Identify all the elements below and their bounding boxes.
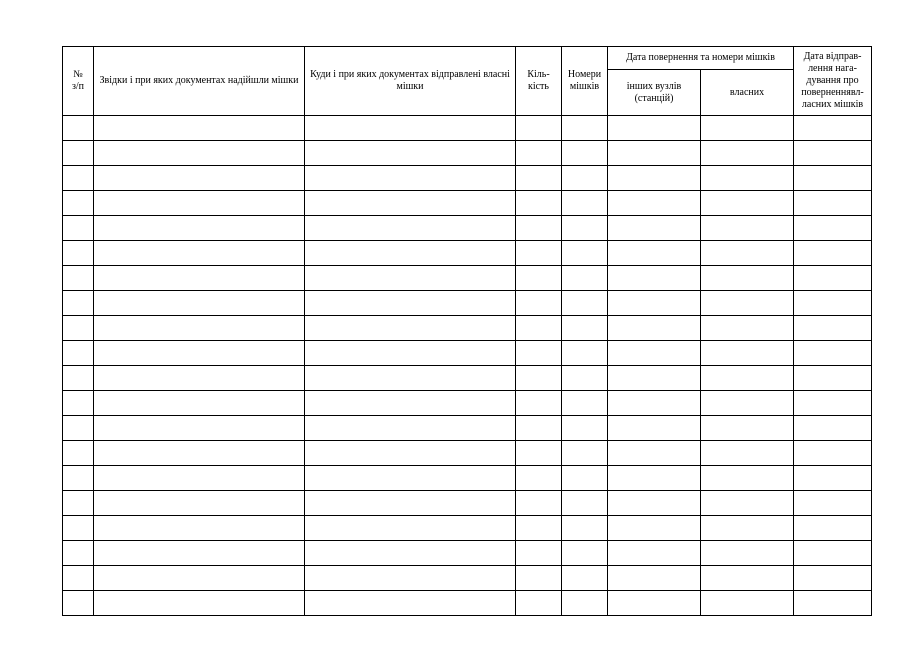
table-cell [94,341,305,366]
header-bag-numbers [562,47,608,116]
table-cell [516,141,562,166]
table-cell [63,116,94,141]
table-cell [63,166,94,191]
table-cell [305,116,516,141]
table-cell [94,441,305,466]
table-cell [701,416,794,441]
table-cell [701,466,794,491]
header-from-where-label: Звідки і при яких документах надійшли мішки [99,75,299,86]
header-quantity [516,47,562,116]
header-quantity-label: Кіль- кість [527,69,550,92]
table-cell [701,291,794,316]
table-cell [516,466,562,491]
table-cell [63,266,94,291]
table-cell [94,141,305,166]
table-cell [516,516,562,541]
table-cell [63,416,94,441]
table-cell [794,241,872,266]
table-cell [63,591,94,616]
table-cell [562,316,608,341]
table-cell [94,541,305,566]
table-cell [94,191,305,216]
table-cell [608,441,701,466]
table-cell [701,266,794,291]
table-cell [794,166,872,191]
table-cell [701,141,794,166]
table-cell [516,116,562,141]
table-cell [94,516,305,541]
table-row [63,391,872,416]
table-cell [562,416,608,441]
table-cell [701,216,794,241]
table-cell [608,116,701,141]
header-return-group-label: Дата повернення та номери мішків [626,52,775,63]
table-row [63,466,872,491]
table-cell [305,266,516,291]
table-cell [562,491,608,516]
table-cell [516,441,562,466]
table-cell [608,191,701,216]
table-cell [516,166,562,191]
table-cell [516,266,562,291]
table-cell [608,541,701,566]
table-cell [516,366,562,391]
table-cell [794,266,872,291]
table-cell [305,341,516,366]
table-row [63,441,872,466]
table-cell [562,166,608,191]
bag-register-table [62,46,872,616]
table-cell [608,166,701,191]
table-cell [608,241,701,266]
table-cell [94,291,305,316]
header-return-group [608,47,794,70]
table-cell [608,366,701,391]
table-cell [305,216,516,241]
table-cell [608,316,701,341]
table-cell [516,591,562,616]
table-cell [701,591,794,616]
table-cell [608,291,701,316]
table-cell [94,491,305,516]
table-cell [305,566,516,591]
header-other-nodes [608,70,701,116]
table-cell [562,216,608,241]
table-cell [608,266,701,291]
table-cell [562,391,608,416]
table-cell [562,466,608,491]
table-cell [94,316,305,341]
table-row [63,416,872,441]
table-cell [608,466,701,491]
table-cell [701,316,794,341]
table-cell [608,566,701,591]
table-cell [562,291,608,316]
table-cell [516,341,562,366]
table-row [63,491,872,516]
table-cell [701,341,794,366]
table-row [63,516,872,541]
table-cell [94,216,305,241]
table-cell [562,591,608,616]
table-row [63,541,872,566]
table-cell [94,166,305,191]
table-cell [794,191,872,216]
table-row [63,341,872,366]
table-cell [794,116,872,141]
table-cell [562,441,608,466]
table-cell [794,216,872,241]
table-cell [562,516,608,541]
table-cell [63,466,94,491]
header-reminder-date-label: Дата відправ- лення нага- дування про поверненнявл- ласних мішків [801,51,864,110]
table-cell [63,491,94,516]
table-cell [94,116,305,141]
table-cell [63,516,94,541]
table-cell [794,441,872,466]
register-body [63,116,872,616]
table-cell [94,241,305,266]
table-cell [63,341,94,366]
table-cell [305,466,516,491]
table-row [63,166,872,191]
table-cell [63,541,94,566]
table-cell [794,291,872,316]
table-cell [516,391,562,416]
table-cell [516,241,562,266]
table-cell [305,241,516,266]
table-cell [608,416,701,441]
table-cell [94,566,305,591]
table-cell [305,416,516,441]
table-row [63,591,872,616]
table-cell [562,241,608,266]
table-cell [516,291,562,316]
table-cell [305,191,516,216]
table-cell [701,191,794,216]
table-row [63,291,872,316]
header-number-label: № з/п [71,69,85,92]
table-cell [94,416,305,441]
table-cell [305,516,516,541]
table-cell [305,491,516,516]
table-cell [794,541,872,566]
table-cell [94,366,305,391]
table-row [63,216,872,241]
table-cell [608,391,701,416]
table-cell [305,366,516,391]
table-cell [701,241,794,266]
table-row [63,241,872,266]
table-cell [63,366,94,391]
table-cell [608,216,701,241]
header-bag-numbers-label: Номери мішків [567,69,602,92]
table-row [63,366,872,391]
table-cell [305,141,516,166]
table-cell [794,391,872,416]
table-cell [63,141,94,166]
table-cell [701,116,794,141]
table-cell [701,516,794,541]
table-cell [562,566,608,591]
table-cell [516,316,562,341]
table-cell [516,566,562,591]
table-cell [305,591,516,616]
table-cell [94,466,305,491]
table-cell [63,441,94,466]
table-cell [701,441,794,466]
table-cell [63,291,94,316]
table-cell [608,341,701,366]
header-from-where [94,47,305,116]
table-cell [516,191,562,216]
table-cell [701,166,794,191]
table-cell [305,316,516,341]
table-cell [562,341,608,366]
table-cell [608,491,701,516]
table-cell [516,541,562,566]
table-cell [63,566,94,591]
header-number [63,47,94,116]
table-cell [794,591,872,616]
table-cell [63,391,94,416]
table-cell [794,141,872,166]
table-cell [516,416,562,441]
table-cell [63,216,94,241]
header-other-nodes-label: інших вузлів (станцій) [626,80,682,104]
table-cell [562,191,608,216]
header-own [701,70,794,116]
table-row [63,566,872,591]
table-cell [701,566,794,591]
table-cell [562,541,608,566]
table-cell [94,591,305,616]
table-cell [94,266,305,291]
table-cell [562,266,608,291]
table-cell [794,566,872,591]
table-cell [305,541,516,566]
table-cell [516,491,562,516]
table-row [63,316,872,341]
table-cell [701,541,794,566]
table-row [63,141,872,166]
table-cell [305,166,516,191]
table-cell [794,416,872,441]
table-cell [794,516,872,541]
table-cell [516,216,562,241]
table-cell [794,341,872,366]
table-cell [562,116,608,141]
table-row [63,266,872,291]
header-to-where-label: Куди і при яких документах відправлені власні мішки [310,69,510,92]
header-to-where [305,47,516,116]
table-cell [794,366,872,391]
table-cell [794,316,872,341]
table-cell [94,391,305,416]
table-cell [608,516,701,541]
table-cell [608,591,701,616]
table-cell [562,366,608,391]
table-cell [562,141,608,166]
table-cell [305,291,516,316]
table-cell [63,191,94,216]
table-cell [305,391,516,416]
table-row [63,116,872,141]
table-cell [794,491,872,516]
header-own-label: власних [729,86,765,98]
table-cell [701,366,794,391]
table-cell [701,391,794,416]
table-cell [63,241,94,266]
table-cell [305,441,516,466]
header-reminder-date [794,47,872,116]
table-cell [794,466,872,491]
table-cell [63,316,94,341]
table-cell [701,491,794,516]
table-cell [608,141,701,166]
table-row [63,191,872,216]
